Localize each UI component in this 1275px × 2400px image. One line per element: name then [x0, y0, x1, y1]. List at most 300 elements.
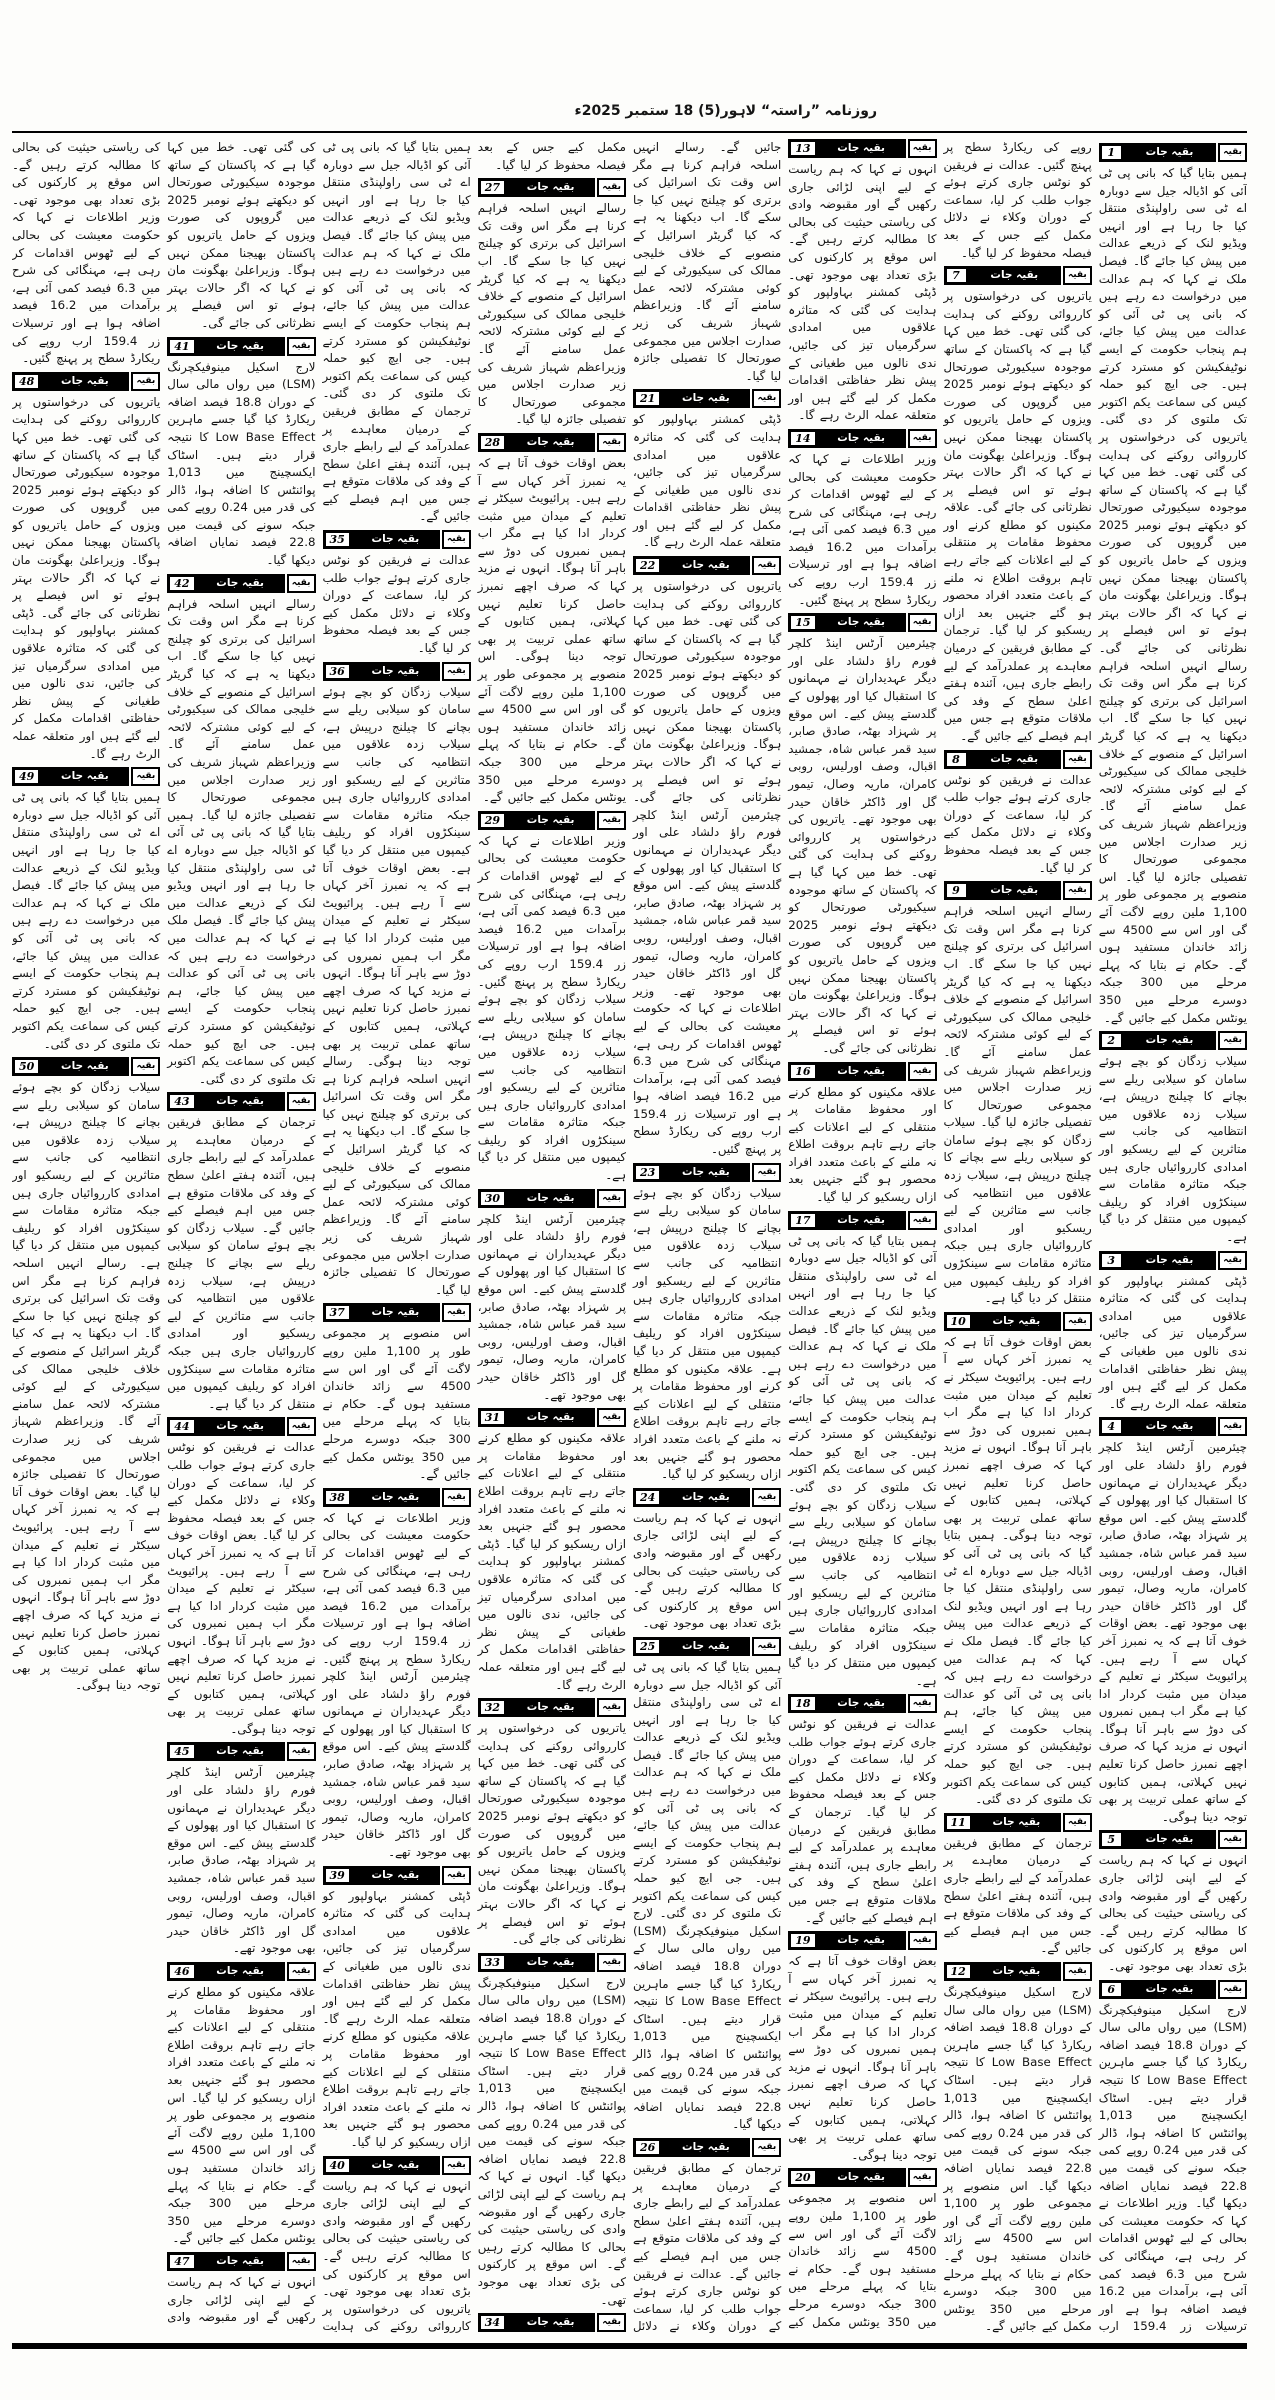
news-item [478, 178, 626, 429]
item-number-badge: 43 [169, 1094, 194, 1109]
news-item [944, 881, 1092, 1308]
section-bar [323, 1488, 471, 1507]
continuation-tag: بقیہ [908, 2168, 937, 2187]
section-bar-black [788, 429, 905, 448]
item-number-badge: 5 [1101, 1832, 1122, 1847]
section-bar [944, 266, 1092, 285]
section-bar [167, 2252, 315, 2271]
continuation-tag: بقیہ [597, 1189, 626, 1208]
section-bar-black [633, 2138, 750, 2157]
continuation-tag: بقیہ [908, 1931, 937, 1950]
item-number-badge: 26 [635, 2140, 660, 2155]
item-number-badge: 14 [790, 431, 815, 446]
article-text: علاقہ مکینوں کو مطلع کرنے اور محفوظ مقامات پر منتقلی کے لیے اعلانات کیے جاتے رہے تاہم بروقت اطلاع نہ ملنے کے باعث متعدد افراد محصور ہو گئے جنہیں بعد ازاں ریسکیو کر لیا گیا۔ [788, 1084, 937, 1205]
news-item [323, 1488, 471, 1862]
continuation-tag: بقیہ [597, 1698, 626, 1717]
section-bar [12, 372, 160, 391]
news-item [167, 1417, 315, 1738]
news-item [1099, 1417, 1247, 1826]
article-text: ترجمان کے مطابق فریقین کے درمیان معاہدے پر عملدرآمد کے لیے رابطے جاری ہیں، آئندہ ہفتے اعلیٰ سطح کے وفد کی ملاقات متوقع ہے جس میں اہم فیصلے کیے جائیں گے۔ سیلاب زدگان کو بچے ہوئے سامان کو سیلابی ریلے سے بچانے کا چیلنج درپیش ہے، سیلاب زدہ علاقوں میں انتظامیہ کی جانب سے متاثرین کے لیے ریسکیو اور امدادی کارروائیاں جاری ہیں جبکہ متاثرہ مقامات سے سینکڑوں افراد کو ریلیف کیمپوں میں منتقل کر دیا گیا ہے۔ [167, 1115, 316, 1411]
section-bar [323, 2156, 471, 2175]
item-number-badge: 41 [169, 339, 194, 354]
continuation-tag: بقیہ [1218, 1830, 1247, 1849]
section-bar-title: بقیہ جات [992, 1815, 1041, 1828]
news-item [478, 1953, 626, 2309]
section-bar [788, 2168, 936, 2187]
item-number-badge: 21 [635, 391, 660, 406]
section-bar-black [167, 1742, 284, 1761]
section-bar [478, 178, 626, 197]
news-item [788, 613, 936, 1057]
continuation-tag: بقیہ [908, 1694, 937, 1713]
item-number-badge: 12 [946, 1964, 971, 1979]
article-text: انہوں نے کہا کہ ہم ریاست کے لیے اپنی لڑائی جاری رکھیں گے اور مقبوضہ وادی کی ریاستی حیثیت کی بحالی کا مطالبہ کرتے رہیں گے۔ اس موقع پر کارکنوں کی بڑی تعداد بھی موجود تھی۔ ڈپٹی کمشنر بہاولپور کو ہدایت کی گئی کہ متاثرہ علاقوں میں امدادی سرگرمیاں تیز کی جائیں، ندی نالوں میں طغیانی کے پیش نظر حفاظتی اقدامات مکمل کر لیے گئے ہیں اور متعلقہ عملہ الرٹ رہے گا۔ [788, 162, 937, 423]
continuation-tag: بقیہ [442, 2156, 471, 2175]
article-text: سیلاب زدگان کو بچے ہوئے سامان کو سیلابی ریلے سے بچانے کا چیلنج درپیش ہے، سیلاب زدہ علاقوں میں انتظامیہ کی جانب سے متاثرین کے لیے ریسکیو اور امدادی کارروائیاں جاری ہیں جبکہ متاثرہ مقامات سے سینکڑوں افراد کو ریلیف کیمپوں میں منتقل کر دیا گیا ہے۔ رسالے انہیں اسلحہ فراہم کرنا ہے مگر اس وقت تک اسرائیل کی برتری کو چیلنج نہیں کیا جا سکے گا۔ اب دیکھنا یہ ہے کہ کیا گریٹر اسرائیل کے منصوبے کے خلاف خلیجی ممالک کی سیکیورٹی کے لیے کوئی مشترکہ لائحہ عمل سامنے آئے گا۔ وزیراعظم شہباز شریف کی زیر صدارت اجلاس میں مجموعی صورتحال کا تفصیلی جائزہ لیا گیا۔ بعض اوقات خوف آتا ہے کہ یہ نمبرز آخر کہاں سے آ رہے ہیں۔ پرائیویٹ سیکٹر نے تعلیم کے میدان میں مثبت کردار ادا کیا ہے مگر اب ہمیں نمبروں کی دوڑ سے باہر آنا ہوگا۔ انہوں نے مزید کہا کہ صرف اچھے نمبرز حاصل کرنا تعلیم نہیں کہلاتی، ہمیں کتابوں کے ساتھ عملی تربیت پر بھی توجہ دینا ہوگی۔ [12, 1080, 161, 1693]
continuation-tag: بقیہ [131, 372, 160, 391]
section-bar [1099, 1251, 1247, 1270]
section-bar-black [478, 2313, 595, 2332]
section-bar [167, 1092, 315, 1111]
item-number-badge: 9 [946, 883, 967, 898]
section-bar-black [788, 2168, 905, 2187]
article-text: انہوں نے کہا کہ ہم ریاست کے لیے اپنی لڑائی جاری رکھیں گے اور مقبوضہ وادی کی ریاستی حیثیت کی بحالی کا مطالبہ کرتے رہیں گے۔ اس موقع پر کارکنوں کی بڑی تعداد بھی موجود تھی۔ یاتریوں کی درخواستوں پر کارروائی روکنے کی ہدایت کی گئی تھی۔ خط میں کہا گیا ہے کہ پاکستان کے ساتھ موجودہ سیکیورٹی صورتحال کو دیکھتے ہوئے نومبر 2025 میں گروپوں کی صورت ویزوں کے حامل یاتریوں کو پاکستان بھیجنا ممکن نہیں ہوگا۔ وزیراعلیٰ بھگونت مان نے کہا کہ اگر حالات بہتر ہوئے تو اس فیصلے پر نظرثانی کی جائے گی۔ [167, 140, 471, 2334]
section-bar-title: بقیہ جات [526, 813, 575, 826]
item-number-badge: 2 [1101, 1033, 1122, 1048]
news-item [1099, 1830, 1247, 1975]
section-bar [478, 433, 626, 452]
article-text: لارج اسکیل مینوفیکچرنگ (LSM) میں رواں مالی سال کے دوران 18.8 فیصد اضافہ ریکارڈ کیا گیا جسے ماہرین Low Base Effect کا نتیجہ قرار دیتے ہیں۔ اسٹاک ایکسچینج میں 1,013 پوائنٹس کا اضافہ ہوا، ڈالر کی قدر میں 0.24 روپے کمی جبکہ سونے کی قیمت میں 22.8 فیصد نمایاں اضافہ دیکھا گیا۔ وزیر اطلاعات نے کہا کہ حکومت معیشت کی بحالی کے لیے ٹھوس اقدامات کر رہی ہے، مہنگائی کی شرح میں 6.3 فیصد کمی آئی ہے، برآمدات میں 16.2 فیصد اضافہ ہوا ہے اور ترسیلات زر 159.4 ارب روپے کی ریکارڈ سطح پر پہنچ گئیں۔ عدالت نے فریقین کو نوٹس جاری کرتے ہوئے جواب طلب کر لیا، سماعت کے دوران وکلاء نے دلائل مکمل کیے جس کے بعد فیصلہ محفوظ کر لیا گیا۔ [943, 140, 1247, 2334]
article-text: ڈپٹی کمشنر بہاولپور کو ہدایت کی گئی کہ متاثرہ علاقوں میں امدادی سرگرمیاں تیز کی جائیں، ندی نالوں میں طغیانی کے پیش نظر حفاظتی اقدامات مکمل کر لیے گئے ہیں اور متعلقہ عملہ الرٹ رہے گا۔ [1098, 1273, 1247, 1411]
section-bar-title: بقیہ جات [371, 2158, 420, 2171]
section-bar-black [944, 266, 1061, 285]
continuation-tag: بقیہ [752, 389, 781, 408]
news-item [1099, 1031, 1247, 1247]
continuation-tag: بقیہ [1218, 1417, 1247, 1436]
section-bar [944, 881, 1092, 900]
item-number-badge: 7 [946, 268, 967, 283]
section-bar-black [478, 178, 595, 197]
continuation-tag: بقیہ [287, 1417, 316, 1436]
section-bar-title: بقیہ جات [526, 435, 575, 448]
news-item [478, 811, 626, 1185]
section-bar [323, 1866, 471, 1885]
continuation-tag: بقیہ [442, 1488, 471, 1507]
section-bar-title: بقیہ جات [526, 2316, 575, 2329]
section-bar-black [788, 1694, 905, 1713]
section-bar-title: بقیہ جات [1145, 1034, 1194, 1047]
section-bar-black [323, 662, 440, 681]
section-bar [12, 1057, 160, 1076]
continuation-tag: بقیہ [1063, 1962, 1092, 1981]
news-item [167, 1962, 315, 2248]
continuation-tag: بقیہ [908, 1062, 937, 1081]
continuation-tag: بقیہ [1063, 750, 1092, 769]
section-bar-black [478, 1698, 595, 1717]
section-bar-title: بقیہ جات [371, 1868, 420, 1881]
continuation-tag: بقیہ [597, 811, 626, 830]
article-text: یاتریوں کی درخواستوں پر کارروائی روکنے کی ہدایت کی گئی تھی۔ خط میں کہا گیا ہے کہ پاکستان کے ساتھ موجودہ سیکیورٹی صورتحال کو دیکھتے ہوئے نومبر 2025 میں گروپوں کی صورت ویزوں کے حامل یاتریوں کو پاکستان بھیجنا ممکن نہیں ہوگا۔ وزیراعلیٰ بھگونت مان نے کہا کہ اگر حالات بہتر ہوئے تو اس فیصلے پر نظرثانی کی جائے گی۔ علاقہ مکینوں کو مطلع کرنے اور محفوظ مقامات پر منتقلی کے لیے اعلانات کیے جاتے رہے تاہم بروقت اطلاع نہ ملنے کے باعث متعدد افراد محصور ہو گئے جنہیں بعد ازاں ریسکیو کر لیا گیا۔ ترجمان کے مطابق فریقین کے درمیان معاہدے پر عملدرآمد کے لیے رابطے جاری ہیں، آئندہ ہفتے اعلیٰ سطح کے وفد کی ملاقات متوقع ہے جس میں اہم فیصلے کیے جائیں گے۔ [943, 289, 1092, 743]
continuation-tag: بقیہ [597, 2313, 626, 2332]
item-number-badge: 3 [1101, 1253, 1122, 1268]
section-bar-title: بقیہ جات [837, 431, 885, 444]
item-number-badge: 31 [480, 1410, 505, 1425]
section-bar-title: بقیہ جات [990, 752, 1039, 765]
continuation-tag: بقیہ [1218, 1251, 1247, 1270]
item-number-badge: 13 [790, 141, 815, 156]
section-bar [633, 1637, 781, 1656]
news-item [633, 1163, 781, 1484]
section-bar-black [1099, 143, 1216, 162]
section-bar-black [323, 2156, 440, 2175]
item-number-badge: 1 [1101, 145, 1122, 160]
section-bar [323, 1303, 471, 1322]
section-bar [478, 2313, 626, 2332]
continuation-tag: بقیہ [287, 574, 316, 593]
continuation-tag: بقیہ [752, 1488, 781, 1507]
section-bar [788, 1931, 936, 1950]
news-item [944, 1312, 1092, 1809]
section-bar [1099, 1830, 1247, 1849]
news-item [478, 1189, 626, 1405]
article-text: یاتریوں کی درخواستوں پر کارروائی روکنے کی ہدایت کی گئی تھی۔ خط میں کہا گیا ہے کہ پاکستان کے ساتھ موجودہ سیکیورٹی صورتحال کو دیکھتے ہوئے نومبر 2025 میں گروپوں کی صورت ویزوں کے حامل یاتریوں کو پاکستان بھیجنا ممکن نہیں ہوگا۔ وزیراعلیٰ بھگونت مان نے کہا کہ اگر حالات بہتر ہوئے تو اس فیصلے پر نظرثانی کی جائے گی۔ ڈپٹی کمشنر بہاولپور کو ہدایت کی گئی کہ متاثرہ علاقوں میں امدادی سرگرمیاں تیز کی جائیں، ندی نالوں میں طغیانی کے پیش نظر حفاظتی اقدامات مکمل کر لیے گئے ہیں اور متعلقہ عملہ الرٹ رہے گا۔ [12, 394, 161, 761]
section-bar-black [323, 1866, 440, 1885]
section-bar-title: بقیہ جات [61, 770, 109, 783]
item-number-badge: 24 [635, 1490, 660, 1505]
section-bar-black [788, 139, 905, 158]
news-item [12, 1057, 160, 1695]
section-bar [633, 2138, 781, 2157]
footer-rule [12, 2343, 1247, 2349]
article-text: ڈپٹی کمشنر بہاولپور کو ہدایت کی گئی کہ متاثرہ علاقوں میں امدادی سرگرمیاں تیز کی جائیں، ندی نالوں میں طغیانی کے پیش نظر حفاظتی اقدامات مکمل کر لیے گئے ہیں اور متعلقہ عملہ الرٹ رہے گا۔ [633, 412, 782, 550]
news-item [167, 1742, 315, 1958]
news-item [788, 139, 936, 425]
article-text: ترجمان کے مطابق فریقین کے درمیان معاہدے پر عملدرآمد کے لیے رابطے جاری ہیں، آئندہ ہفتے اعلیٰ سطح کے وفد کی ملاقات متوقع ہے جس میں اہم فیصلے کیے جائیں گے۔ [943, 1835, 1092, 1956]
section-bar-black [633, 1637, 750, 1656]
section-bar [167, 1742, 315, 1761]
section-bar [944, 1962, 1092, 1981]
section-bar [788, 1694, 936, 1713]
continuation-tag: بقیہ [908, 613, 937, 632]
section-bar [944, 1312, 1092, 1331]
continuation-tag: بقیہ [908, 1211, 937, 1230]
article-text: چیئرمین آرٹس اینڈ کلچر فورم راؤ دلشاد علی اور دیگر عہدیداران نے مہمانوں کا استقبال کیا اور پھولوں کے گلدستے پیش کیے۔ اس موقع پر شہزاد بھٹہ، صادق صابر، سید قمر عباس شاہ، جمشید اقبال، وصف اورلیس، روبی کامران، ماریہ وصال، تیمور گل اور ڈاکٹر خاقان حیدر بھی موجود تھے۔ [167, 1765, 316, 1956]
section-bar-black [788, 1211, 905, 1230]
continuation-tag: بقیہ [752, 1637, 781, 1656]
section-bar-title: بقیہ جات [216, 1095, 264, 1108]
article-text: سیلاب زدگان کو بچے ہوئے سامان کو سیلابی ریلے سے بچانے کا چیلنج درپیش ہے، سیلاب زدہ علاقوں میں انتظامیہ کی جانب سے متاثرین کے لیے ریسکیو اور امدادی کارروائیاں جاری ہیں جبکہ متاثرہ مقامات سے سینکڑوں افراد کو ریلیف کیمپوں میں منتقل کر دیا گیا ہے۔ بعض اوقات خوف آتا ہے کہ یہ نمبرز آخر کہاں سے آ رہے ہیں۔ پرائیویٹ سیکٹر نے تعلیم کے میدان میں مثبت کردار ادا کیا ہے مگر اب ہمیں نمبروں کی دوڑ سے باہر آنا ہوگا۔ انہوں نے مزید کہا کہ صرف اچھے نمبرز حاصل کرنا تعلیم نہیں کہلاتی، ہمیں کتابوں کے ساتھ عملی تربیت پر بھی توجہ دینا ہوگی۔ رسالے انہیں اسلحہ فراہم کرنا ہے مگر اس وقت تک اسرائیل کی برتری کو چیلنج نہیں کیا جا سکے گا۔ اب دیکھنا یہ ہے کہ کیا گریٹر اسرائیل کے منصوبے کے خلاف خلیجی ممالک کی سیکیورٹی کے لیے کوئی مشترکہ لائحہ عمل سامنے آئے گا۔ وزیراعظم شہباز شریف کی زیر صدارت اجلاس میں مجموعی صورتحال کا تفصیلی جائزہ لیا گیا۔ [322, 684, 471, 1297]
item-number-badge: 39 [325, 1868, 350, 1883]
section-bar-black [12, 372, 129, 391]
section-bar-black [478, 1189, 595, 1208]
continuation-tag: بقیہ [597, 1408, 626, 1427]
section-bar-black [944, 881, 1061, 900]
section-bar [167, 1962, 315, 1981]
section-bar-title: بقیہ جات [526, 1701, 575, 1714]
section-bar-title: بقیہ جات [682, 559, 730, 572]
section-bar-black [323, 530, 440, 549]
news-item [944, 1962, 1092, 2336]
item-number-badge: 17 [790, 1213, 815, 1228]
article-text: رسالے انہیں اسلحہ فراہم کرنا ہے مگر اس وقت تک اسرائیل کی برتری کو چیلنج نہیں کیا جا سکے گا۔ اب دیکھنا یہ ہے کہ کیا گریٹر اسرائیل کے منصوبے کے خلاف خلیجی ممالک کی سیکیورٹی کے لیے کوئی مشترکہ لائحہ عمل سامنے آئے گا۔ وزیراعظم شہباز شریف کی زیر صدارت اجلاس میں مجموعی صورتحال کا تفصیلی جائزہ لیا گیا۔ ہمیں بتایا گیا کہ بانی پی ٹی آئی کو اڈیالہ جیل سے دوبارہ اے ٹی سی راولپنڈی منتقل کیا جا رہا ہے اور انہیں ویڈیو لنک کے ذریعے عدالت میں پیش کیا جائے گا۔ فیصل ملک نے کہا کہ ہم عدالت میں درخواست دے رہے ہیں کہ بانی پی ٹی آئی کو عدالت میں پیش کیا جائے، ہم پنجاب حکومت کے ایسے نوٹیفکیشن کو مسترد کرتے ہیں۔ جی ایچ کیو حملہ کیس کی سماعت یکم اکتوبر تک ملتوی کر دی گئی۔ [167, 596, 316, 1086]
item-number-badge: 6 [1101, 1982, 1122, 1997]
section-bar-title: بقیہ جات [526, 1955, 575, 1968]
section-bar-black [478, 811, 595, 830]
item-number-badge: 46 [169, 1964, 194, 1979]
news-item [944, 266, 1092, 745]
section-bar [633, 556, 781, 575]
article-text: یاتریوں کی درخواستوں پر کارروائی روکنے کی ہدایت کی گئی تھی۔ خط میں کہا گیا ہے کہ پاکستان کے ساتھ موجودہ سیکیورٹی صورتحال کو دیکھتے ہوئے نومبر 2025 میں گروپوں کی صورت ویزوں کے حامل یاتریوں کو پاکستان بھیجنا ممکن نہیں ہوگا۔ وزیراعلیٰ بھگونت مان نے کہا کہ اگر حالات بہتر ہوئے تو اس فیصلے پر نظرثانی کی جائے گی۔ [477, 1721, 626, 1947]
article-text: رسالے انہیں اسلحہ فراہم کرنا ہے مگر اس وقت تک اسرائیل کی برتری کو چیلنج نہیں کیا جا سکے گا۔ اب دیکھنا یہ ہے کہ کیا گریٹر اسرائیل کے منصوبے کے خلاف خلیجی ممالک کی سیکیورٹی کے لیے کوئی مشترکہ لائحہ عمل سامنے آئے گا۔ وزیراعظم شہباز شریف کی زیر صدارت اجلاس میں مجموعی صورتحال کا تفصیلی جائزہ لیا گیا۔ سیلاب زدگان کو بچے ہوئے سامان کو سیلابی ریلے سے بچانے کا چیلنج درپیش ہے، سیلاب زدہ علاقوں میں انتظامیہ کی جانب سے متاثرین کے لیے ریسکیو اور امدادی کارروائیاں جاری ہیں جبکہ متاثرہ مقامات سے سینکڑوں افراد کو ریلیف کیمپوں میں منتقل کر دیا گیا ہے۔ [943, 904, 1092, 1306]
section-bar-black [478, 1953, 595, 1972]
continuation-tag: بقیہ [752, 2138, 781, 2157]
section-bar-title: بقیہ جات [837, 1934, 885, 1947]
article-text: اس منصوبے پر مجموعی طور پر 1,100 ملین روپے لاگت آئے گی اور اس سے 4500 سے زائد خاندان مستفید ہوں گے۔ حکام نے بتایا کہ پہلے مرحلے میں 300 جبکہ دوسرے مرحلے میں 350 یونٹس مکمل کیے جائیں گے۔ [322, 1326, 471, 1482]
item-number-badge: 15 [790, 615, 815, 630]
section-bar [323, 662, 471, 681]
section-bar [478, 1698, 626, 1717]
article-text: وزیر اطلاعات نے کہا کہ حکومت معیشت کی بحالی کے لیے ٹھوس اقدامات کر رہی ہے، مہنگائی کی شرح میں 6.3 فیصد کمی آئی ہے، برآمدات میں 16.2 فیصد اضافہ ہوا ہے اور ترسیلات زر 159.4 ارب روپے کی ریکارڈ سطح پر پہنچ گئیں۔ چیئرمین آرٹس اینڈ کلچر فورم راؤ دلشاد علی اور دیگر عہدیداران نے مہمانوں کا استقبال کیا اور پھولوں کے گلدستے پیش کیے۔ اس موقع پر شہزاد بھٹہ، صادق صابر، سید قمر عباس شاہ، جمشید اقبال، وصف اورلیس، روبی کامران، ماریہ وصال، تیمور گل اور ڈاکٹر خاقان حیدر بھی موجود تھے۔ [322, 1510, 471, 1860]
section-bar-title: بقیہ جات [216, 2254, 264, 2267]
section-bar-black [12, 1057, 129, 1076]
item-number-badge: 47 [169, 2254, 194, 2269]
section-bar [1099, 1417, 1247, 1436]
section-bar [788, 1062, 936, 1081]
section-bar-black [633, 389, 750, 408]
section-bar [167, 337, 315, 356]
section-bar-black [1099, 1031, 1216, 1050]
section-bar-black [788, 613, 905, 632]
news-item [167, 574, 315, 1089]
continuation-tag: بقیہ [1063, 881, 1092, 900]
continuation-tag: بقیہ [908, 429, 937, 448]
continuation-tag: بقیہ [1218, 143, 1247, 162]
section-bar-black [944, 1813, 1061, 1832]
continuation-tag: بقیہ [442, 530, 471, 549]
item-number-badge: 48 [14, 374, 39, 389]
article-text: بعض اوقات خوف آتا ہے کہ یہ نمبرز آخر کہاں سے آ رہے ہیں۔ پرائیویٹ سیکٹر نے تعلیم کے میدان میں مثبت کردار ادا کیا ہے مگر اب ہمیں نمبروں کی دوڑ سے باہر آنا ہوگا۔ انہوں نے مزید کہا کہ صرف اچھے نمبرز حاصل کرنا تعلیم نہیں کہلاتی، ہمیں کتابوں کے ساتھ عملی تربیت پر بھی توجہ دینا ہوگی۔ [788, 1954, 937, 2162]
continuation-tag: بقیہ [908, 139, 937, 158]
section-bar-black [323, 1488, 440, 1507]
continuation-tag: بقیہ [597, 1953, 626, 1972]
article-text: ہمیں بتایا گیا کہ بانی پی ٹی آئی کو اڈیالہ جیل سے دوبارہ اے ٹی سی راولپنڈی منتقل کیا جا رہا ہے اور انہیں ویڈیو لنک کے ذریعے عدالت میں پیش کیا جائے گا۔ فیصل ملک نے کہا کہ ہم عدالت میں درخواست دے رہے ہیں کہ بانی پی ٹی آئی کو عدالت میں پیش کیا جائے، ہم پنجاب حکومت کے ایسے نوٹیفکیشن کو مسترد کرتے ہیں۔ جی ایچ کیو حملہ کیس کی سماعت یکم اکتوبر تک ملتوی کر دی گئی۔ ترجمان کے مطابق فریقین کے درمیان معاہدے پر عملدرآمد کے لیے رابطے جاری ہیں، آئندہ ہفتے اعلیٰ سطح کے وفد کی ملاقات متوقع ہے جس میں اہم فیصلے کیے جائیں گے۔ [322, 140, 471, 524]
section-bar-title: بقیہ جات [992, 1314, 1041, 1327]
section-bar-black [788, 1062, 905, 1081]
section-bar-title: بقیہ جات [990, 269, 1039, 282]
item-number-badge: 29 [480, 813, 505, 828]
section-bar [1099, 143, 1247, 162]
section-bar [788, 613, 936, 632]
section-bar [944, 1813, 1092, 1832]
section-bar [478, 811, 626, 830]
article-text: وزیر اطلاعات نے کہا کہ حکومت معیشت کی بحالی کے لیے ٹھوس اقدامات کر رہی ہے، مہنگائی کی شرح میں 6.3 فیصد کمی آئی ہے، برآمدات میں 16.2 فیصد اضافہ ہوا ہے اور ترسیلات زر 159.4 ارب روپے کی ریکارڈ سطح پر پہنچ گئیں۔ [788, 451, 937, 607]
news-item [944, 750, 1092, 878]
section-bar [478, 1953, 626, 1972]
item-number-badge: 32 [480, 1700, 505, 1715]
article-text: ترجمان کے مطابق فریقین کے درمیان معاہدے پر عملدرآمد کے لیے رابطے جاری ہیں، آئندہ ہفتے اعلیٰ سطح کے وفد کی ملاقات متوقع ہے جس میں اہم فیصلے کیے جائیں گے۔ عدالت نے فریقین کو نوٹس جاری کرتے ہوئے جواب طلب کر لیا، سماعت کے دوران وکلاء نے دلائل مکمل کیے جس کے بعد فیصلہ محفوظ کر لیا گیا۔ [477, 140, 782, 2334]
section-bar-black [944, 1312, 1061, 1331]
article-text: وزیر اطلاعات نے کہا کہ حکومت معیشت کی بحالی کے لیے ٹھوس اقدامات کر رہی ہے، مہنگائی کی شرح میں 6.3 فیصد کمی آئی ہے، برآمدات میں 16.2 فیصد اضافہ ہوا ہے اور ترسیلات زر 159.4 ارب روپے کی ریکارڈ سطح پر پہنچ گئیں۔ سیلاب زدگان کو بچے ہوئے سامان کو سیلابی ریلے سے بچانے کا چیلنج درپیش ہے، سیلاب زدہ علاقوں میں انتظامیہ کی جانب سے متاثرین کے لیے ریسکیو اور امدادی کارروائیاں جاری ہیں جبکہ متاثرہ مقامات سے سینکڑوں افراد کو ریلیف کیمپوں میں منتقل کر دیا گیا ہے۔ [477, 833, 627, 1183]
content-columns [12, 139, 1247, 2337]
section-bar [167, 1417, 315, 1436]
section-bar-black [944, 750, 1061, 769]
news-item [323, 530, 471, 658]
section-bar-title: بقیہ جات [371, 1306, 420, 1319]
item-number-badge: 19 [790, 1933, 815, 1948]
article-text: لارج اسکیل مینوفیکچرنگ (LSM) میں رواں مالی سال کے دوران 18.8 فیصد اضافہ ریکارڈ کیا گیا جسے ماہرین Low Base Effect کا نتیجہ قرار دیتے ہیں۔ اسٹاک ایکسچینج میں 1,013 پوائنٹس کا اضافہ ہوا، ڈالر کی قدر میں 0.24 روپے کمی جبکہ سونے کی قیمت میں 22.8 فیصد نمایاں اضافہ دیکھا گیا۔ [167, 359, 316, 568]
continuation-tag: بقیہ [287, 1962, 316, 1981]
article-text: چیئرمین آرٹس اینڈ کلچر فورم راؤ دلشاد علی اور دیگر عہدیداران نے مہمانوں کا استقبال کیا اور پھولوں کے گلدستے پیش کیے۔ اس موقع پر شہزاد بھٹہ، صادق صابر، سید قمر عباس شاہ، جمشید اقبال، وصف اورلیس، روبی کامران، ماریہ وصال، تیمور گل اور ڈاکٹر خاقان حیدر بھی موجود تھے۔ یاتریوں کی درخواستوں پر کارروائی روکنے کی ہدایت کی گئی تھی۔ خط میں کہا گیا ہے کہ پاکستان کے ساتھ موجودہ سیکیورٹی صورتحال کو دیکھتے ہوئے نومبر 2025 میں گروپوں کی صورت ویزوں کے حامل یاتریوں کو پاکستان بھیجنا ممکن نہیں ہوگا۔ وزیراعلیٰ بھگونت مان نے کہا کہ اگر حالات بہتر ہوئے تو اس فیصلے پر نظرثانی کی جائے گی۔ [788, 636, 937, 1055]
item-number-badge: 22 [635, 558, 660, 573]
section-bar-black [633, 556, 750, 575]
continuation-tag: بقیہ [287, 2252, 316, 2271]
news-item [633, 389, 781, 552]
article-text: ہمیں بتایا گیا کہ بانی پی ٹی آئی کو اڈیالہ جیل سے دوبارہ اے ٹی سی راولپنڈی منتقل کیا جا رہا ہے اور انہیں ویڈیو لنک کے ذریعے عدالت میں پیش کیا جائے گا۔ فیصل ملک نے کہا کہ ہم عدالت میں درخواست دے رہے ہیں کہ بانی پی ٹی آئی کو عدالت میں پیش کیا جائے، ہم پنجاب حکومت کے ایسے نوٹیفکیشن کو مسترد کرتے ہیں۔ جی ایچ کیو حملہ کیس کی سماعت یکم اکتوبر تک ملتوی کر دی گئی۔ لارج اسکیل مینوفیکچرنگ (LSM) میں رواں مالی سال کے دوران 18.8 فیصد اضافہ ریکارڈ کیا گیا جسے ماہرین Low Base Effect کا نتیجہ قرار دیتے ہیں۔ اسٹاک ایکسچینج میں 1,013 پوائنٹس کا اضافہ ہوا، ڈالر کی قدر میں 0.24 روپے کمی جبکہ سونے کی قیمت میں 22.8 فیصد نمایاں اضافہ دیکھا گیا۔ [633, 1659, 782, 2132]
news-item [478, 433, 626, 807]
item-number-badge: 33 [480, 1955, 505, 1970]
item-number-badge: 38 [325, 1490, 350, 1505]
section-bar [12, 767, 160, 786]
section-bar-title: بقیہ جات [61, 1060, 109, 1073]
section-bar-black [788, 1931, 905, 1950]
item-number-badge: 18 [790, 1696, 815, 1711]
section-bar [788, 1211, 936, 1230]
section-bar-black [478, 1408, 595, 1427]
section-bar-title: بقیہ جات [526, 181, 575, 194]
item-number-badge: 37 [325, 1305, 350, 1320]
news-item [788, 1211, 936, 1690]
section-bar-black [478, 433, 595, 452]
continuation-tag: بقیہ [131, 767, 160, 786]
section-bar-title: بقیہ جات [837, 142, 885, 154]
article-text: انہوں نے کہا کہ ہم ریاست کے لیے اپنی لڑائی جاری رکھیں گے اور مقبوضہ وادی کی ریاستی حیثیت کی بحالی کا مطالبہ کرتے رہیں گے۔ اس موقع پر کارکنوں کی بڑی تعداد بھی موجود تھی۔ [1098, 1853, 1247, 1973]
news-item [633, 1637, 781, 2134]
section-bar-title: بقیہ جات [837, 1064, 885, 1077]
section-bar-title: بقیہ جات [371, 664, 420, 677]
section-bar-black [1099, 1417, 1216, 1436]
section-bar-title: بقیہ جات [216, 339, 264, 352]
section-bar-black [1099, 1830, 1216, 1849]
section-bar-black [1099, 1251, 1216, 1270]
section-bar-title: بقیہ جات [682, 1165, 730, 1178]
section-bar-title: بقیہ جات [990, 884, 1039, 897]
news-item [478, 1408, 626, 1694]
section-bar [478, 1408, 626, 1427]
article-text: لارج اسکیل مینوفیکچرنگ (LSM) میں رواں مالی سال کے دوران 18.8 فیصد اضافہ ریکارڈ کیا گیا جسے ماہرین Low Base Effect کا نتیجہ قرار دیتے ہیں۔ اسٹاک ایکسچینج میں 1,013 پوائنٹس کا اضافہ ہوا، ڈالر کی قدر میں 0.24 روپے کمی جبکہ سونے کی قیمت میں 22.8 فیصد نمایاں اضافہ دیکھا گیا۔ اس منصوبے پر مجموعی طور پر 1,100 ملین روپے لاگت آئے گی اور اس سے 4500 سے زائد خاندان مستفید ہوں گے۔ حکام نے بتایا کہ پہلے مرحلے میں 300 جبکہ دوسرے مرحلے میں 350 یونٹس مکمل کیے جائیں گے۔ [943, 1985, 1092, 2334]
continuation-tag: بقیہ [442, 1866, 471, 1885]
news-item [323, 662, 471, 1300]
article-text: عدالت نے فریقین کو نوٹس جاری کرتے ہوئے جواب طلب کر لیا، سماعت کے دوران وکلاء نے دلائل مکمل کیے جس کے بعد فیصلہ محفوظ کر لیا گیا۔ [322, 553, 471, 656]
continuation-tag: بقیہ [442, 1303, 471, 1322]
article-text: بعض اوقات خوف آتا ہے کہ یہ نمبرز آخر کہاں سے آ رہے ہیں۔ پرائیویٹ سیکٹر نے تعلیم کے میدان میں مثبت کردار ادا کیا ہے مگر اب ہمیں نمبروں کی دوڑ سے باہر آنا ہوگا۔ انہوں نے مزید کہا کہ صرف اچھے نمبرز حاصل کرنا تعلیم نہیں کہلاتی، ہمیں کتابوں کے ساتھ عملی تربیت پر بھی توجہ دینا ہوگی۔ ہمیں بتایا گیا کہ بانی پی ٹی آئی کو اڈیالہ جیل سے دوبارہ اے ٹی سی راولپنڈی منتقل کیا جا رہا ہے اور انہیں ویڈیو لنک کے ذریعے عدالت میں پیش کیا جائے گا۔ فیصل ملک نے کہا کہ ہم عدالت میں درخواست دے رہے ہیں کہ بانی پی ٹی آئی کو عدالت میں پیش کیا جائے، ہم پنجاب حکومت کے ایسے نوٹیفکیشن کو مسترد کرتے ہیں۔ جی ایچ کیو حملہ کیس کی سماعت یکم اکتوبر تک ملتوی کر دی گئی۔ [943, 1334, 1092, 1807]
section-bar-title: بقیہ جات [526, 1191, 575, 1204]
section-bar [788, 139, 936, 158]
article-text: لارج اسکیل مینوفیکچرنگ (LSM) میں رواں مالی سال کے دوران 18.8 فیصد اضافہ ریکارڈ کیا گیا جسے ماہرین Low Base Effect کا نتیجہ قرار دیتے ہیں۔ اسٹاک ایکسچینج میں 1,013 پوائنٹس کا اضافہ ہوا، ڈالر کی قدر میں 0.24 روپے کمی جبکہ سونے کی قیمت میں 22.8 فیصد نمایاں اضافہ دیکھا گیا۔ انہوں نے کہا کہ ہم ریاست کے لیے اپنی لڑائی جاری رکھیں گے اور مقبوضہ وادی کی ریاستی حیثیت کی بحالی کا مطالبہ کرتے رہیں گے۔ اس موقع پر کارکنوں کی بڑی تعداد بھی موجود تھی۔ [477, 1975, 627, 2307]
article-text: سیلاب زدگان کو بچے ہوئے سامان کو سیلابی ریلے سے بچانے کا چیلنج درپیش ہے، سیلاب زدہ علاقوں میں انتظامیہ کی جانب سے متاثرین کے لیے ریسکیو اور امدادی کارروائیاں جاری ہیں جبکہ متاثرہ مقامات سے سینکڑوں افراد کو ریلیف کیمپوں میں منتقل کر دیا گیا ہے۔ علاقہ مکینوں کو مطلع کرنے اور محفوظ مقامات پر منتقلی کے لیے اعلانات کیے جاتے رہے تاہم بروقت اطلاع نہ ملنے کے باعث متعدد افراد محصور ہو گئے جنہیں بعد ازاں ریسکیو کر لیا گیا۔ [633, 1185, 782, 1482]
section-bar [478, 1189, 626, 1208]
section-bar-black [323, 1303, 440, 1322]
item-number-badge: 45 [169, 1744, 194, 1759]
article-text: چیئرمین آرٹس اینڈ کلچر فورم راؤ دلشاد علی اور دیگر عہدیداران نے مہمانوں کا استقبال کیا اور پھولوں کے گلدستے پیش کیے۔ اس موقع پر شہزاد بھٹہ، صادق صابر، سید قمر عباس شاہ، جمشید اقبال، وصف اورلیس، روبی کامران، ماریہ وصال، تیمور گل اور ڈاکٹر خاقان حیدر بھی موجود تھے۔ بعض اوقات خوف آتا ہے کہ یہ نمبرز آخر کہاں سے آ رہے ہیں۔ پرائیویٹ سیکٹر نے تعلیم کے میدان میں مثبت کردار ادا کیا ہے مگر اب ہمیں نمبروں کی دوڑ سے باہر آنا ہوگا۔ انہوں نے مزید کہا کہ صرف اچھے نمبرز حاصل کرنا تعلیم نہیں کہلاتی، ہمیں کتابوں کے ساتھ عملی تربیت پر بھی توجہ دینا ہوگی۔ [1098, 1440, 1247, 1824]
article-text: عدالت نے فریقین کو نوٹس جاری کرتے ہوئے جواب طلب کر لیا، سماعت کے دوران وکلاء نے دلائل مکمل کیے جس کے بعد فیصلہ محفوظ کر لیا گیا۔ [943, 772, 1092, 875]
item-number-badge: 40 [325, 2158, 350, 2173]
item-number-badge: 28 [480, 435, 505, 450]
news-item [12, 372, 160, 763]
section-bar-title: بقیہ جات [837, 2171, 885, 2184]
section-bar-title: بقیہ جات [682, 1490, 730, 1503]
section-bar-black [167, 1962, 284, 1981]
article-text: علاقہ مکینوں کو مطلع کرنے اور محفوظ مقامات پر منتقلی کے لیے اعلانات کیے جاتے رہے تاہم بروقت اطلاع نہ ملنے کے باعث متعدد افراد محصور ہو گئے جنہیں بعد ازاں ریسکیو کر لیا گیا۔ ڈپٹی کمشنر بہاولپور کو ہدایت کی گئی کہ متاثرہ علاقوں میں امدادی سرگرمیاں تیز کی جائیں، ندی نالوں میں طغیانی کے پیش نظر حفاظتی اقدامات مکمل کر لیے گئے ہیں اور متعلقہ عملہ الرٹ رہے گا۔ [477, 1431, 626, 1692]
item-number-badge: 4 [1101, 1419, 1122, 1434]
news-item [1099, 143, 1247, 1027]
article-text: یاتریوں کی درخواستوں پر کارروائی روکنے کی ہدایت کی گئی تھی۔ خط میں کہا گیا ہے کہ پاکستان کے ساتھ موجودہ سیکیورٹی صورتحال کو دیکھتے ہوئے نومبر 2025 میں گروپوں کی صورت ویزوں کے حامل یاتریوں کو پاکستان بھیجنا ممکن نہیں ہوگا۔ وزیراعلیٰ بھگونت مان نے کہا کہ اگر حالات بہتر ہوئے تو اس فیصلے پر نظرثانی کی جائے گی۔ چیئرمین آرٹس اینڈ کلچر فورم راؤ دلشاد علی اور دیگر عہدیداران نے مہمانوں کا استقبال کیا اور پھولوں کے گلدستے پیش کیے۔ اس موقع پر شہزاد بھٹہ، صادق صابر، سید قمر عباس شاہ، جمشید اقبال، وصف اورلیس، روبی کامران، ماریہ وصال، تیمور گل اور ڈاکٹر خاقان حیدر بھی موجود تھے۔ وزیر اطلاعات نے کہا کہ حکومت معیشت کی بحالی کے لیے ٹھوس اقدامات کر رہی ہے، مہنگائی کی شرح میں 6.3 فیصد کمی آئی ہے، برآمدات میں 16.2 فیصد اضافہ ہوا ہے اور ترسیلات زر 159.4 ارب روپے کی ریکارڈ سطح پر پہنچ گئیں۔ [633, 579, 782, 1157]
continuation-tag: بقیہ [752, 1163, 781, 1182]
item-number-badge: 10 [946, 1314, 971, 1329]
news-item [167, 337, 315, 570]
news-item [323, 1866, 471, 2152]
section-bar-title: بقیہ جات [61, 374, 109, 387]
section-bar-title: بقیہ جات [371, 533, 420, 546]
article-text: سیلاب زدگان کو بچے ہوئے سامان کو سیلابی ریلے سے بچانے کا چیلنج درپیش ہے، سیلاب زدہ علاقوں میں انتظامیہ کی جانب سے متاثرین کے لیے ریسکیو اور امدادی کارروائیاں جاری ہیں جبکہ متاثرہ مقامات سے سینکڑوں افراد کو ریلیف کیمپوں میں منتقل کر دیا گیا ہے۔ [1098, 1054, 1247, 1245]
section-bar-black [167, 1092, 284, 1111]
continuation-tag: بقیہ [442, 662, 471, 681]
section-bar-title: بقیہ جات [216, 1745, 264, 1758]
article-text: رسالے انہیں اسلحہ فراہم کرنا ہے مگر اس وقت تک اسرائیل کی برتری کو چیلنج نہیں کیا جا سکے گا۔ اب دیکھنا یہ ہے کہ کیا گریٹر اسرائیل کے منصوبے کے خلاف خلیجی ممالک کی سیکیورٹی کے لیے کوئی مشترکہ لائحہ عمل سامنے آئے گا۔ وزیراعظم شہباز شریف کی زیر صدارت اجلاس میں مجموعی صورتحال کا تفصیلی جائزہ لیا گیا۔ [477, 201, 626, 427]
news-item [633, 556, 781, 1159]
item-number-badge: 20 [790, 2170, 815, 2185]
continuation-tag: بقیہ [1218, 1031, 1247, 1050]
section-bar-black [633, 1163, 750, 1182]
page-dateline: روزنامہ ”راستہ“ لاہور(5) 18 ستمبر 2025ء [574, 103, 877, 119]
article-text: ہمیں بتایا گیا کہ بانی پی ٹی آئی کو اڈیالہ جیل سے دوبارہ اے ٹی سی راولپنڈی منتقل کیا جا رہا ہے اور انہیں ویڈیو لنک کے ذریعے عدالت میں پیش کیا جائے گا۔ فیصل ملک نے کہا کہ ہم عدالت میں درخواست دے رہے ہیں کہ بانی پی ٹی آئی کو عدالت میں پیش کیا جائے، ہم پنجاب حکومت کے ایسے نوٹیفکیشن کو مسترد کرتے ہیں۔ جی ایچ کیو حملہ کیس کی سماعت یکم اکتوبر تک ملتوی کر دی گئی۔ یاتریوں کی درخواستوں پر کارروائی روکنے کی ہدایت کی گئی تھی۔ خط میں کہا گیا ہے کہ پاکستان کے ساتھ موجودہ سیکیورٹی صورتحال کو دیکھتے ہوئے نومبر 2025 میں گروپوں کی صورت ویزوں کے حامل یاتریوں کو پاکستان بھیجنا ممکن نہیں ہوگا۔ وزیراعلیٰ بھگونت مان نے کہا کہ اگر حالات بہتر ہوئے تو اس فیصلے پر نظرثانی کی جائے گی۔ رسالے انہیں اسلحہ فراہم کرنا ہے مگر اس وقت تک اسرائیل کی برتری کو چیلنج نہیں کیا جا سکے گا۔ اب دیکھنا یہ ہے کہ کیا گریٹر اسرائیل کے منصوبے کے خلاف خلیجی ممالک کی سیکیورٹی کے لیے کوئی مشترکہ لائحہ عمل سامنے آئے گا۔ وزیراعظم شہباز شریف کی زیر صدارت اجلاس میں مجموعی صورتحال کا تفصیلی جائزہ لیا گیا۔ اس منصوبے پر مجموعی طور پر 1,100 ملین روپے لاگت آئے گی اور اس سے 4500 سے زائد خاندان مستفید ہوں گے۔ حکام نے بتایا کہ پہلے مرحلے میں 300 جبکہ دوسرے مرحلے میں 350 یونٹس مکمل کیے جائیں گے۔ [1098, 166, 1247, 1025]
article-text: عدالت نے فریقین کو نوٹس جاری کرتے ہوئے جواب طلب کر لیا، سماعت کے دوران وکلاء نے دلائل مکمل کیے جس کے بعد فیصلہ محفوظ کر لیا گیا۔ ترجمان کے مطابق فریقین کے درمیان معاہدے پر عملدرآمد کے لیے رابطے جاری ہیں، آئندہ ہفتے اعلیٰ سطح کے وفد کی ملاقات متوقع ہے جس میں اہم فیصلے کیے جائیں گے۔ [788, 1717, 937, 1925]
continuation-tag: بقیہ [1063, 1813, 1092, 1832]
news-item [788, 1694, 936, 1927]
section-bar-title: بقیہ جات [682, 2140, 730, 2153]
section-bar-black [12, 767, 129, 786]
section-bar-black [1099, 1980, 1216, 1999]
continuation-tag: بقیہ [1218, 1980, 1247, 1999]
article-text: چیئرمین آرٹس اینڈ کلچر فورم راؤ دلشاد علی اور دیگر عہدیداران نے مہمانوں کا استقبال کیا اور پھولوں کے گلدستے پیش کیے۔ اس موقع پر شہزاد بھٹہ، صادق صابر، سید قمر عباس شاہ، جمشید اقبال، وصف اورلیس، روبی کامران، ماریہ وصال، تیمور گل اور ڈاکٹر خاقان حیدر بھی موجود تھے۔ [477, 1211, 626, 1402]
section-bar-title: بقیہ جات [371, 1490, 420, 1503]
item-number-badge: 8 [946, 752, 967, 767]
article-text: بعض اوقات خوف آتا ہے کہ یہ نمبرز آخر کہاں سے آ رہے ہیں۔ پرائیویٹ سیکٹر نے تعلیم کے میدان میں مثبت کردار ادا کیا ہے مگر اب ہمیں نمبروں کی دوڑ سے باہر آنا ہوگا۔ انہوں نے مزید کہا کہ صرف اچھے نمبرز حاصل کرنا تعلیم نہیں کہلاتی، ہمیں کتابوں کے ساتھ عملی تربیت پر بھی توجہ دینا ہوگی۔ اس منصوبے پر مجموعی طور پر 1,100 ملین روپے لاگت آئے گی اور اس سے 4500 سے زائد خاندان مستفید ہوں گے۔ حکام نے بتایا کہ پہلے مرحلے میں 300 جبکہ دوسرے مرحلے میں 350 یونٹس مکمل کیے جائیں گے۔ [477, 455, 627, 805]
continuation-tag: بقیہ [597, 433, 626, 452]
article-text: ہمیں بتایا گیا کہ بانی پی ٹی آئی کو اڈیالہ جیل سے دوبارہ اے ٹی سی راولپنڈی منتقل کیا جا رہا ہے اور انہیں ویڈیو لنک کے ذریعے عدالت میں پیش کیا جائے گا۔ فیصل ملک نے کہا کہ ہم عدالت میں درخواست دے رہے ہیں کہ بانی پی ٹی آئی کو عدالت میں پیش کیا جائے، ہم پنجاب حکومت کے ایسے نوٹیفکیشن کو مسترد کرتے ہیں۔ جی ایچ کیو حملہ کیس کی سماعت یکم اکتوبر تک ملتوی کر دی گئی۔ سیلاب زدگان کو بچے ہوئے سامان کو سیلابی ریلے سے بچانے کا چیلنج درپیش ہے، سیلاب زدہ علاقوں میں انتظامیہ کی جانب سے متاثرین کے لیے ریسکیو اور امدادی کارروائیاں جاری ہیں جبکہ متاثرہ مقامات سے سینکڑوں افراد کو ریلیف کیمپوں میں منتقل کر دیا گیا ہے۔ [788, 1233, 937, 1688]
news-item [478, 1698, 626, 1949]
item-number-badge: 25 [635, 1639, 660, 1654]
section-bar-black [167, 1417, 284, 1436]
continuation-tag: بقیہ [1063, 1312, 1092, 1331]
news-item [944, 1813, 1092, 1958]
item-number-badge: 30 [480, 1191, 505, 1206]
section-bar-title: بقیہ جات [682, 1639, 730, 1652]
section-bar [944, 750, 1092, 769]
section-bar-title: بقیہ جات [682, 392, 730, 405]
continuation-tag: بقیہ [752, 556, 781, 575]
news-item [633, 1488, 781, 1633]
continuation-tag: بقیہ [287, 337, 316, 356]
section-bar-title: بقیہ جات [1145, 1833, 1194, 1846]
item-number-badge: 42 [169, 576, 194, 591]
article-text: انہوں نے کہا کہ ہم ریاست کے لیے اپنی لڑائی جاری رکھیں گے اور مقبوضہ وادی کی ریاستی حیثیت کی بحالی کا مطالبہ کرتے رہیں گے۔ اس موقع پر کارکنوں کی بڑی تعداد بھی موجود تھی۔ وزیر اطلاعات نے کہا کہ حکومت معیشت کی بحالی کے لیے ٹھوس اقدامات کر رہی ہے، مہنگائی کی شرح میں 6.3 فیصد کمی آئی ہے، برآمدات میں 16.2 فیصد اضافہ ہوا ہے اور ترسیلات زر 159.4 ارب روپے کی ریکارڈ سطح پر پہنچ گئیں۔ [12, 140, 316, 2325]
item-number-badge: 23 [635, 1165, 660, 1180]
section-bar-title: بقیہ جات [1145, 146, 1194, 158]
item-number-badge: 34 [480, 2315, 505, 2330]
section-bar-title: بقیہ جات [837, 616, 885, 629]
section-bar [633, 389, 781, 408]
news-item [788, 429, 936, 609]
